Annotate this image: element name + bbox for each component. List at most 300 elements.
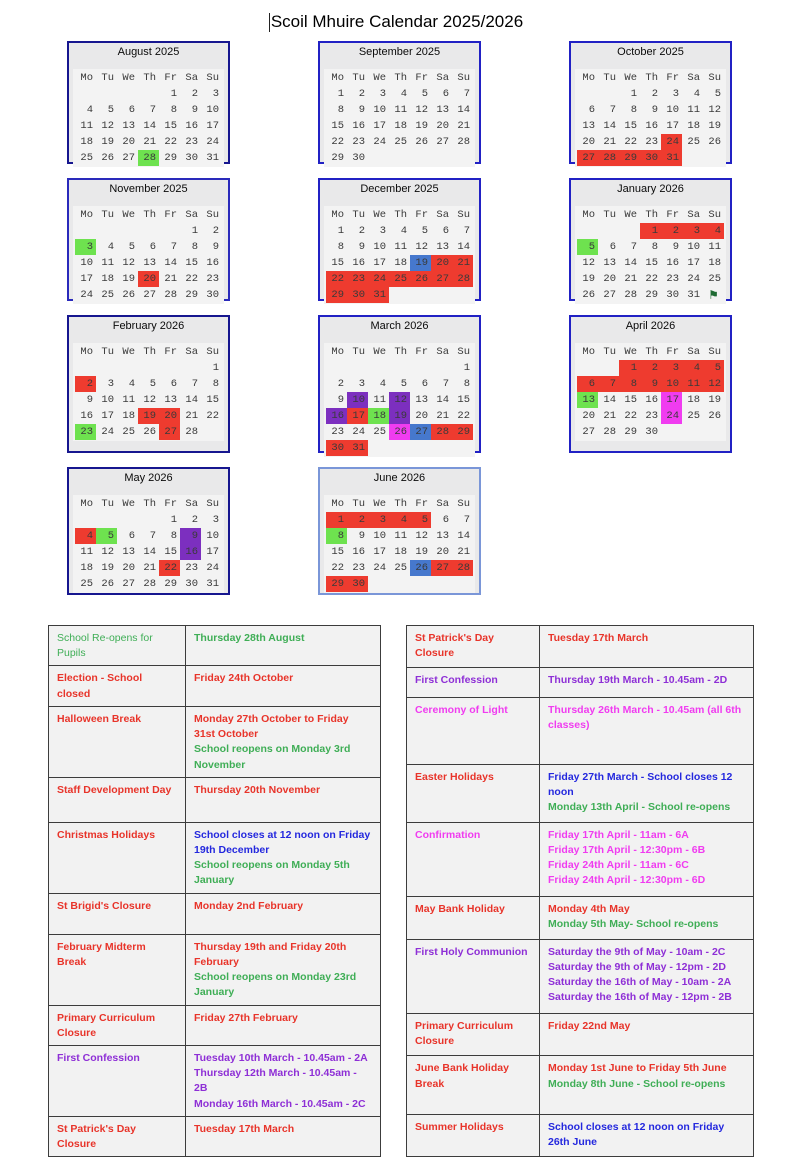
day-cell: 27 bbox=[431, 560, 452, 576]
day-cell: 18 bbox=[394, 120, 407, 132]
day-cell: 24 bbox=[368, 271, 389, 287]
event-row bbox=[49, 822, 381, 893]
day-cell: 27 bbox=[159, 424, 180, 440]
event-date-line: Thursday 26th March - 10.45am (all 6th classes) bbox=[548, 703, 742, 731]
event-row bbox=[49, 666, 381, 706]
event-date-line: Thursday 19th and Friday 20th February bbox=[194, 940, 347, 968]
weekday-label: Mo bbox=[331, 498, 344, 510]
reopen-flag-icon: ⚑ bbox=[708, 288, 719, 302]
day-cell: 3 bbox=[212, 514, 219, 526]
blank-cell bbox=[598, 360, 619, 376]
day-cell: 20 bbox=[159, 408, 180, 424]
weekday-label: Sa bbox=[436, 346, 449, 358]
day-cell: 27 bbox=[431, 271, 452, 287]
day-cell: 2 bbox=[75, 376, 96, 392]
day-cell: 28 bbox=[457, 136, 470, 148]
weekday-label: We bbox=[373, 209, 386, 221]
event-label: Summer Holidays bbox=[415, 1120, 504, 1133]
day-cell: 6 bbox=[442, 514, 449, 526]
day-cell: 2 bbox=[640, 360, 661, 376]
day-cell: 1 bbox=[463, 362, 470, 374]
blank-cell bbox=[577, 223, 598, 239]
event-date-line: School reopens on Monday 3rd November bbox=[194, 743, 351, 771]
day-cell: 9 bbox=[358, 104, 365, 116]
blank-cell bbox=[180, 360, 201, 376]
day-cell: 11 bbox=[394, 530, 407, 542]
weekday-label: Mo bbox=[331, 209, 344, 221]
day-cell: 11 bbox=[687, 104, 700, 116]
blank-cell bbox=[598, 86, 619, 102]
event-label-cell bbox=[49, 666, 186, 706]
day-cell: 22 bbox=[645, 273, 658, 285]
day-cell: 6 bbox=[442, 88, 449, 100]
day-cell: 27 bbox=[122, 152, 135, 164]
weekday-label: Sa bbox=[436, 72, 449, 84]
month-october-2025 bbox=[569, 41, 732, 164]
event-date-cell bbox=[186, 934, 381, 1005]
event-row bbox=[407, 1056, 754, 1115]
day-cell: 12 bbox=[415, 530, 428, 542]
day-cell: 12 bbox=[101, 120, 114, 132]
blank-cell bbox=[347, 360, 368, 376]
day-cell: 1 bbox=[326, 512, 347, 528]
event-label-cell bbox=[49, 893, 186, 934]
event-label: Confirmation bbox=[415, 828, 481, 841]
day-cell: 14 bbox=[603, 120, 616, 132]
day-cell: 24 bbox=[206, 562, 219, 574]
blank-cell bbox=[75, 512, 96, 528]
day-cell: 27 bbox=[143, 289, 156, 301]
day-cell: 3 bbox=[107, 378, 114, 390]
day-cell: 1 bbox=[619, 360, 640, 376]
day-cell: 25 bbox=[122, 426, 135, 438]
weekday-label: Su bbox=[708, 346, 721, 358]
day-cell: 10 bbox=[373, 530, 386, 542]
day-cell: 24 bbox=[687, 273, 700, 285]
day-cell: 18 bbox=[394, 257, 407, 269]
day-cell: 24 bbox=[352, 426, 365, 438]
month-title: February 2026 bbox=[112, 320, 185, 332]
day-cell: 23 bbox=[352, 136, 365, 148]
day-cell: 21 bbox=[624, 273, 637, 285]
month-title: March 2026 bbox=[370, 320, 429, 332]
day-cell: 26 bbox=[582, 289, 595, 301]
day-cell: 28 bbox=[143, 578, 156, 590]
day-cell: 11 bbox=[708, 241, 721, 253]
day-cell: 27 bbox=[436, 136, 449, 148]
day-cell: 15 bbox=[624, 394, 637, 406]
day-cell: 8 bbox=[337, 104, 344, 116]
day-cell: 26 bbox=[410, 560, 431, 576]
day-cell: 26 bbox=[708, 136, 721, 148]
title-bar bbox=[0, 0, 792, 35]
event-label-cell bbox=[49, 822, 186, 893]
day-cell: 31 bbox=[206, 152, 219, 164]
event-date-cell bbox=[186, 822, 381, 893]
month-may-2026 bbox=[67, 467, 230, 595]
event-label-cell bbox=[407, 697, 540, 764]
event-date-line: Friday 22nd May bbox=[548, 1019, 631, 1032]
blank-cell bbox=[138, 360, 159, 376]
day-cell: 22 bbox=[457, 410, 470, 422]
month-november-2025 bbox=[67, 178, 230, 301]
day-cell: 8 bbox=[463, 378, 470, 390]
weekday-label: Tu bbox=[101, 346, 114, 358]
event-date-line: Saturday the 9th of May - 12pm - 2D bbox=[548, 961, 726, 974]
day-grid bbox=[324, 495, 475, 593]
event-date-cell bbox=[540, 822, 754, 896]
weekday-label: Tu bbox=[603, 72, 616, 84]
day-cell: 5 bbox=[128, 241, 135, 253]
day-cell: 17 bbox=[206, 546, 219, 558]
event-date-line: Friday 24th April - 11am - 6C bbox=[548, 859, 689, 872]
weekday-label: Su bbox=[206, 209, 219, 221]
day-cell: 22 bbox=[624, 136, 637, 148]
day-cell: 7 bbox=[442, 378, 449, 390]
day-cell: 4 bbox=[128, 378, 135, 390]
day-cell: 30 bbox=[640, 150, 661, 166]
event-label-cell bbox=[407, 1056, 540, 1115]
day-cell: 6 bbox=[588, 104, 595, 116]
day-cell: 8 bbox=[651, 241, 658, 253]
month-title: June 2026 bbox=[373, 472, 426, 484]
day-cell: 20 bbox=[431, 255, 452, 271]
weekday-label: Su bbox=[206, 72, 219, 84]
month-december-2025 bbox=[318, 178, 481, 301]
day-cell: 9 bbox=[180, 528, 201, 544]
day-cell: 19 bbox=[138, 408, 159, 424]
day-cell: 31 bbox=[347, 440, 368, 456]
day-cell: 11 bbox=[80, 120, 93, 132]
event-label: Christmas Holidays bbox=[57, 828, 156, 841]
day-cell: 14 bbox=[143, 546, 156, 558]
day-cell: 3 bbox=[682, 223, 703, 239]
day-cell: 29 bbox=[331, 152, 344, 164]
day-cell: 23 bbox=[75, 424, 96, 440]
weekday-label: We bbox=[373, 72, 386, 84]
calendar-grid bbox=[67, 41, 792, 595]
event-date-cell bbox=[540, 1114, 754, 1156]
day-cell: 22 bbox=[331, 136, 344, 148]
day-cell: 13 bbox=[415, 394, 428, 406]
weekday-label: Mo bbox=[80, 498, 93, 510]
day-cell: 3 bbox=[358, 378, 365, 390]
month-title: September 2025 bbox=[358, 46, 441, 58]
weekday-label: Tu bbox=[352, 346, 365, 358]
weekday-label: Su bbox=[457, 346, 470, 358]
day-cell: 16 bbox=[666, 257, 679, 269]
event-label: Ceremony of Light bbox=[415, 703, 508, 716]
day-cell: 13 bbox=[436, 241, 449, 253]
day-cell: 2 bbox=[358, 225, 365, 237]
day-cell: 27 bbox=[122, 578, 135, 590]
event-label-cell bbox=[49, 934, 186, 1005]
day-cell: 15 bbox=[164, 120, 177, 132]
weekday-label: Mo bbox=[582, 209, 595, 221]
weekday-label: Mo bbox=[582, 72, 595, 84]
day-cell: 5 bbox=[96, 528, 117, 544]
day-cell: 29 bbox=[326, 576, 347, 592]
event-label-cell bbox=[49, 1116, 186, 1156]
blank-cell bbox=[138, 223, 159, 239]
event-label-cell bbox=[407, 1114, 540, 1156]
event-date-line: Thursday 28th August bbox=[194, 632, 305, 644]
day-cell: 1 bbox=[630, 88, 637, 100]
event-date-line: School closes at 12 noon on Friday 26th June bbox=[548, 1120, 725, 1149]
day-cell: 10 bbox=[101, 394, 114, 406]
blank-cell bbox=[138, 512, 159, 528]
day-cell: 5 bbox=[421, 225, 428, 237]
day-cell: 15 bbox=[331, 546, 344, 558]
day-cell: 29 bbox=[326, 287, 347, 303]
day-cell: 14 bbox=[436, 394, 449, 406]
weekday-label: Sa bbox=[185, 498, 198, 510]
day-cell: 8 bbox=[619, 376, 640, 392]
weekday-label: Th bbox=[394, 498, 407, 510]
event-label-cell bbox=[407, 822, 540, 896]
day-cell: 14 bbox=[457, 104, 470, 116]
weekday-label: We bbox=[624, 209, 637, 221]
month-march-2026 bbox=[318, 315, 481, 453]
blank-cell bbox=[96, 86, 117, 102]
day-cell: 27 bbox=[603, 289, 616, 301]
event-date-line: Thursday 20th November bbox=[194, 783, 321, 796]
day-cell: 29 bbox=[185, 289, 198, 301]
weekday-label: Fr bbox=[164, 346, 177, 358]
day-cell: 21 bbox=[143, 136, 156, 148]
day-cell: 10 bbox=[661, 376, 682, 392]
day-cell: 8 bbox=[191, 241, 198, 253]
day-cell: 7 bbox=[463, 514, 470, 526]
day-cell: 18 bbox=[394, 546, 407, 558]
weekday-label: We bbox=[373, 346, 386, 358]
weekday-label: Th bbox=[143, 72, 156, 84]
day-cell: 29 bbox=[164, 152, 177, 164]
event-row bbox=[49, 1005, 381, 1045]
day-cell: 12 bbox=[122, 257, 135, 269]
day-cell: 6 bbox=[442, 225, 449, 237]
day-cell: 1 bbox=[337, 88, 344, 100]
day-cell: 4 bbox=[400, 88, 407, 100]
event-label-cell bbox=[49, 777, 186, 822]
day-cell: 31 bbox=[206, 578, 219, 590]
day-cell: 14 bbox=[143, 120, 156, 132]
event-label: Election - School closed bbox=[57, 672, 143, 700]
day-cell: 22 bbox=[326, 271, 347, 287]
event-date-line: Thursday 12th March - 10.45am - 2B bbox=[194, 1067, 357, 1095]
day-cell: 16 bbox=[352, 546, 365, 558]
event-date-cell bbox=[186, 666, 381, 706]
day-cell: 16 bbox=[645, 120, 658, 132]
day-cell: 9 bbox=[640, 376, 661, 392]
day-cell: 9 bbox=[337, 394, 344, 406]
day-cell: 7 bbox=[630, 241, 637, 253]
day-cell: 16 bbox=[645, 394, 658, 406]
blank-cell bbox=[619, 223, 640, 239]
day-cell: 25 bbox=[687, 410, 700, 422]
event-date-cell bbox=[186, 1045, 381, 1116]
weekday-label: We bbox=[624, 346, 637, 358]
weekday-label: Su bbox=[708, 209, 721, 221]
day-cell: 3 bbox=[379, 88, 386, 100]
day-cell: 21 bbox=[452, 255, 473, 271]
blank-cell bbox=[138, 86, 159, 102]
day-cell: 4 bbox=[86, 104, 93, 116]
day-cell: 13 bbox=[603, 257, 616, 269]
day-cell: 3 bbox=[379, 225, 386, 237]
event-date-cell bbox=[186, 626, 381, 666]
day-grid bbox=[575, 69, 726, 167]
day-cell: 16 bbox=[80, 410, 93, 422]
day-cell: 4 bbox=[703, 223, 724, 239]
weekday-label: Tu bbox=[101, 209, 114, 221]
day-cell: 12 bbox=[101, 546, 114, 558]
month-title: November 2025 bbox=[109, 183, 188, 195]
day-cell: 9 bbox=[212, 241, 219, 253]
weekday-label: Mo bbox=[331, 346, 344, 358]
day-cell: 23 bbox=[645, 410, 658, 422]
day-cell: 23 bbox=[331, 426, 344, 438]
day-cell: 26 bbox=[101, 578, 114, 590]
day-cell: 16 bbox=[185, 120, 198, 132]
month-february-2026 bbox=[67, 315, 230, 453]
event-label: St Patrick's Day Closure bbox=[415, 632, 494, 660]
day-cell: 20 bbox=[436, 546, 449, 558]
blank-cell bbox=[117, 512, 138, 528]
weekday-label: Tu bbox=[352, 209, 365, 221]
day-cell: 10 bbox=[347, 392, 368, 408]
event-date-line: Friday 27th February bbox=[194, 1011, 298, 1024]
day-cell: 13 bbox=[143, 257, 156, 269]
day-cell: 17 bbox=[373, 546, 386, 558]
day-cell: 30 bbox=[326, 440, 347, 456]
event-label-cell bbox=[49, 706, 186, 777]
day-cell: 20 bbox=[582, 410, 595, 422]
day-cell: 5 bbox=[400, 378, 407, 390]
day-cell: 14 bbox=[185, 394, 198, 406]
weekday-label: We bbox=[122, 72, 135, 84]
day-cell: 18 bbox=[687, 120, 700, 132]
weekday-label: Fr bbox=[415, 498, 428, 510]
weekday-label: Th bbox=[645, 72, 658, 84]
day-cell: 5 bbox=[421, 88, 428, 100]
month-title: October 2025 bbox=[617, 46, 684, 58]
event-date-cell bbox=[540, 764, 754, 822]
day-cell: 10 bbox=[206, 530, 219, 542]
blank-cell bbox=[75, 360, 96, 376]
day-cell: 14 bbox=[457, 241, 470, 253]
event-label-cell bbox=[407, 896, 540, 939]
weekday-label: Th bbox=[143, 209, 156, 221]
day-cell: 25 bbox=[80, 152, 93, 164]
event-date-cell bbox=[186, 893, 381, 934]
day-cell: 7 bbox=[191, 378, 198, 390]
weekday-label: Sa bbox=[436, 498, 449, 510]
day-cell: 2 bbox=[191, 514, 198, 526]
blank-cell bbox=[96, 360, 117, 376]
day-cell: 26 bbox=[410, 271, 431, 287]
day-cell: 5 bbox=[410, 512, 431, 528]
day-cell: 8 bbox=[630, 104, 637, 116]
day-cell: 26 bbox=[143, 426, 156, 438]
weekday-label: Mo bbox=[582, 346, 595, 358]
day-cell: 3 bbox=[661, 360, 682, 376]
weekday-label: Su bbox=[708, 72, 721, 84]
blank-cell bbox=[117, 360, 138, 376]
day-cell: 21 bbox=[457, 546, 470, 558]
event-row bbox=[49, 934, 381, 1005]
day-cell: 15 bbox=[164, 546, 177, 558]
event-row bbox=[407, 764, 754, 822]
day-cell: 24 bbox=[661, 408, 682, 424]
event-date-line: Monday 5th May- School re-opens bbox=[548, 918, 719, 931]
day-cell: 22 bbox=[624, 410, 637, 422]
day-cell: 12 bbox=[415, 241, 428, 253]
weekday-label: Sa bbox=[436, 209, 449, 221]
day-cell: 22 bbox=[164, 136, 177, 148]
day-cell: 23 bbox=[206, 273, 219, 285]
event-date-cell bbox=[186, 777, 381, 822]
day-cell: 6 bbox=[170, 378, 177, 390]
event-label: Primary Curriculum Closure bbox=[415, 1019, 514, 1048]
event-label: Halloween Break bbox=[57, 712, 142, 725]
event-label-cell bbox=[407, 764, 540, 822]
day-cell: 11 bbox=[682, 376, 703, 392]
day-cell: 6 bbox=[128, 104, 135, 116]
day-cell: 26 bbox=[122, 289, 135, 301]
weekday-label: Tu bbox=[603, 209, 616, 221]
weekday-label: Mo bbox=[331, 72, 344, 84]
event-row bbox=[49, 626, 381, 666]
day-cell: 19 bbox=[415, 546, 428, 558]
event-label: May Bank Holiday bbox=[415, 902, 505, 915]
event-date-cell bbox=[540, 668, 754, 697]
day-cell: 19 bbox=[708, 394, 721, 406]
day-cell: 24 bbox=[373, 562, 386, 574]
day-cell: 10 bbox=[666, 104, 679, 116]
day-cell: 7 bbox=[609, 104, 616, 116]
weekday-label: Sa bbox=[185, 209, 198, 221]
day-cell: 16 bbox=[352, 257, 365, 269]
weekday-label: Tu bbox=[603, 346, 616, 358]
weekday-label: Th bbox=[143, 498, 156, 510]
day-cell: 30 bbox=[347, 576, 368, 592]
day-cell: 12 bbox=[708, 104, 721, 116]
day-cell: 30 bbox=[185, 578, 198, 590]
day-cell: 7 bbox=[170, 241, 177, 253]
day-cell: 30 bbox=[206, 289, 219, 301]
weekday-label: Tu bbox=[352, 498, 365, 510]
day-cell: 18 bbox=[101, 273, 114, 285]
day-cell: 22 bbox=[159, 560, 180, 576]
day-cell: 21 bbox=[164, 273, 177, 285]
day-cell: 6 bbox=[149, 241, 156, 253]
day-cell: 25 bbox=[394, 562, 407, 574]
day-cell: 1 bbox=[191, 225, 198, 237]
blank-cell bbox=[75, 86, 96, 102]
blank-cell bbox=[598, 223, 619, 239]
event-date-line: Tuesday 10th March - 10.45am - 2A bbox=[194, 1051, 368, 1064]
day-cell: 25 bbox=[687, 136, 700, 148]
day-cell: 7 bbox=[598, 376, 619, 392]
events-section bbox=[48, 625, 792, 1157]
event-row bbox=[49, 777, 381, 822]
day-cell: 6 bbox=[421, 378, 428, 390]
event-date-line: Friday 17th April - 12:30pm - 6B bbox=[548, 844, 706, 856]
day-cell: 20 bbox=[122, 136, 135, 148]
day-cell: 23 bbox=[185, 562, 198, 574]
day-cell: 29 bbox=[452, 424, 473, 440]
